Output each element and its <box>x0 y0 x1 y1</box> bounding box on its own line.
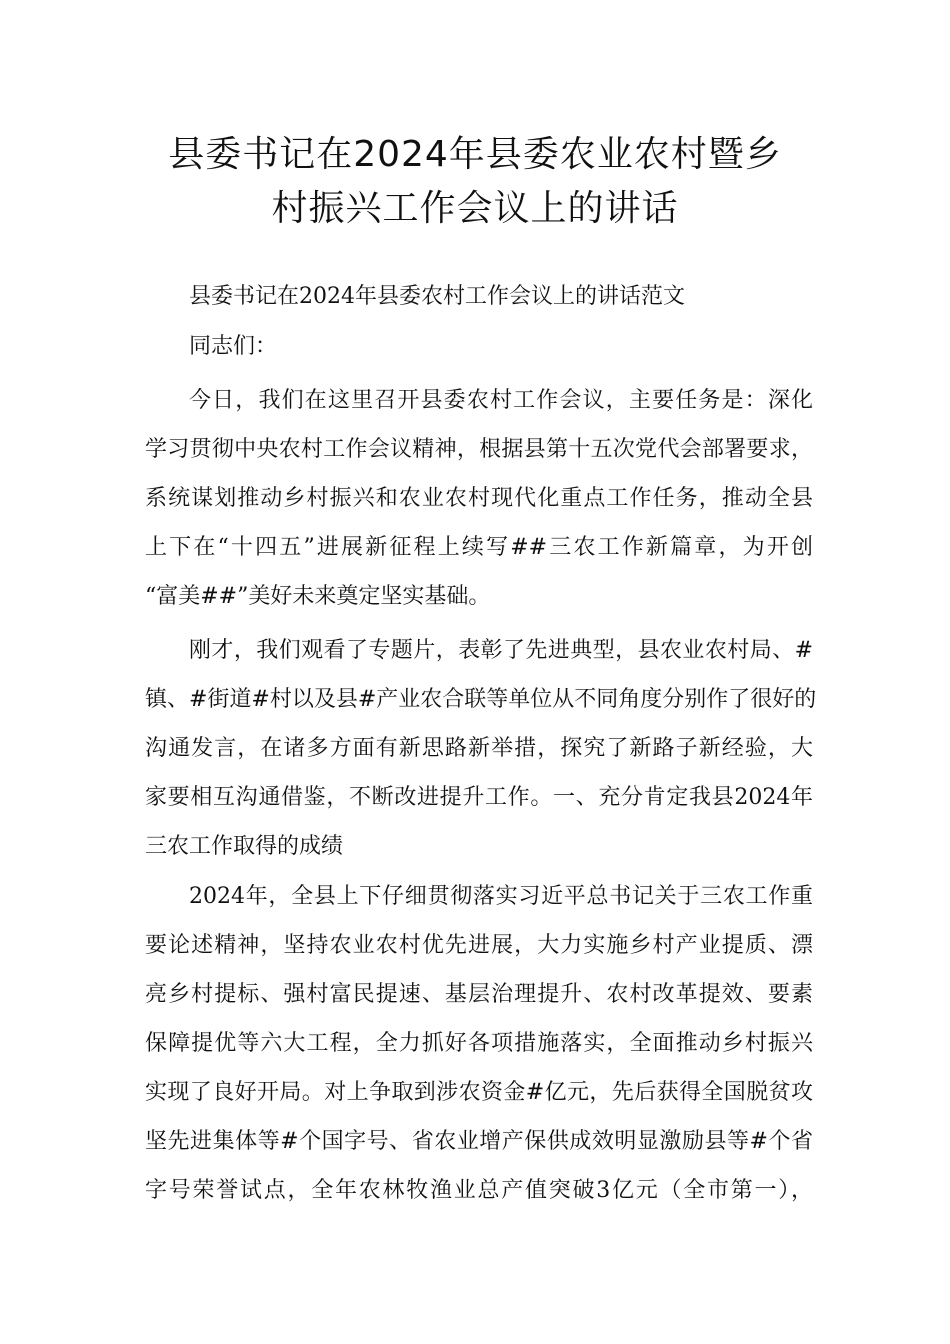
paragraph-3-line: 要论述精神，坚持农业农村优先进展，大力实施乡村产业提质、漂 <box>145 933 813 958</box>
paragraph-3-line: 实现了良好开局。对上争取到涉农资金#亿元，先后获得全国脱贫攻 <box>145 1080 813 1105</box>
paragraph-1-line: 学习贯彻中央农村工作会议精神，根据县第十五次党代会部署要求， <box>145 437 813 462</box>
title-line-1: 县委书记在2024年县委农业农村暨乡 <box>168 134 782 175</box>
paragraph-1-line: 系统谋划推动乡村振兴和农业农村现代化重点工作任务，推动全县 <box>145 486 813 511</box>
paragraph-3-line: 坚先进集体等#个国字号、省农业增产保供成效明显激励县等#个省 <box>145 1129 813 1154</box>
subtitle-line: 县委书记在2024年县委农村工作会议上的讲话范文 <box>189 284 685 309</box>
paragraph-3-line: 保障提优等六大工程，全力抓好各项措施落实，全面推动乡村振兴 <box>145 1031 813 1056</box>
paragraph-2-line: 镇、#街道#村以及县#产业农合联等单位从不同角度分别作了很好的 <box>145 687 817 712</box>
paragraph-1-line: “富美##”美好未来奠定坚实基础。 <box>145 584 491 609</box>
paragraph-2-line: 刚才，我们观看了专题片，表彰了先进典型，县农业农村局、# <box>189 638 813 663</box>
document-title <box>100 128 850 236</box>
paragraph-1-line: 今日，我们在这里召开县委农村工作会议，主要任务是：深化 <box>189 388 813 413</box>
paragraph-2-line: 沟通发言，在诸多方面有新思路新举措，探究了新路子新经验，大 <box>145 736 813 761</box>
paragraph-2-line: 三农工作取得的成绩 <box>145 834 344 859</box>
paragraph-2-line: 家要相互沟通借鉴，不断改进提升工作。一、充分肯定我县2024年 <box>145 785 813 810</box>
paragraph-3-line: 字号荣誉试点，全年农林牧渔业总产值突破3亿元（全市第一）， <box>145 1178 813 1203</box>
salutation-line: 同志们： <box>189 334 278 359</box>
paragraph-3-line: 2024年，全县上下仔细贯彻落实习近平总书记关于三农工作重 <box>189 884 813 909</box>
title-line-2: 村振兴工作会议上的讲话 <box>271 188 679 229</box>
paragraph-1-line: 上下在“十四五”进展新征程上续写##三农工作新篇章，为开创 <box>145 535 813 560</box>
paragraph-3-line: 亮乡村提标、强村富民提速、基层治理提升、农村改革提效、要素 <box>145 982 813 1007</box>
